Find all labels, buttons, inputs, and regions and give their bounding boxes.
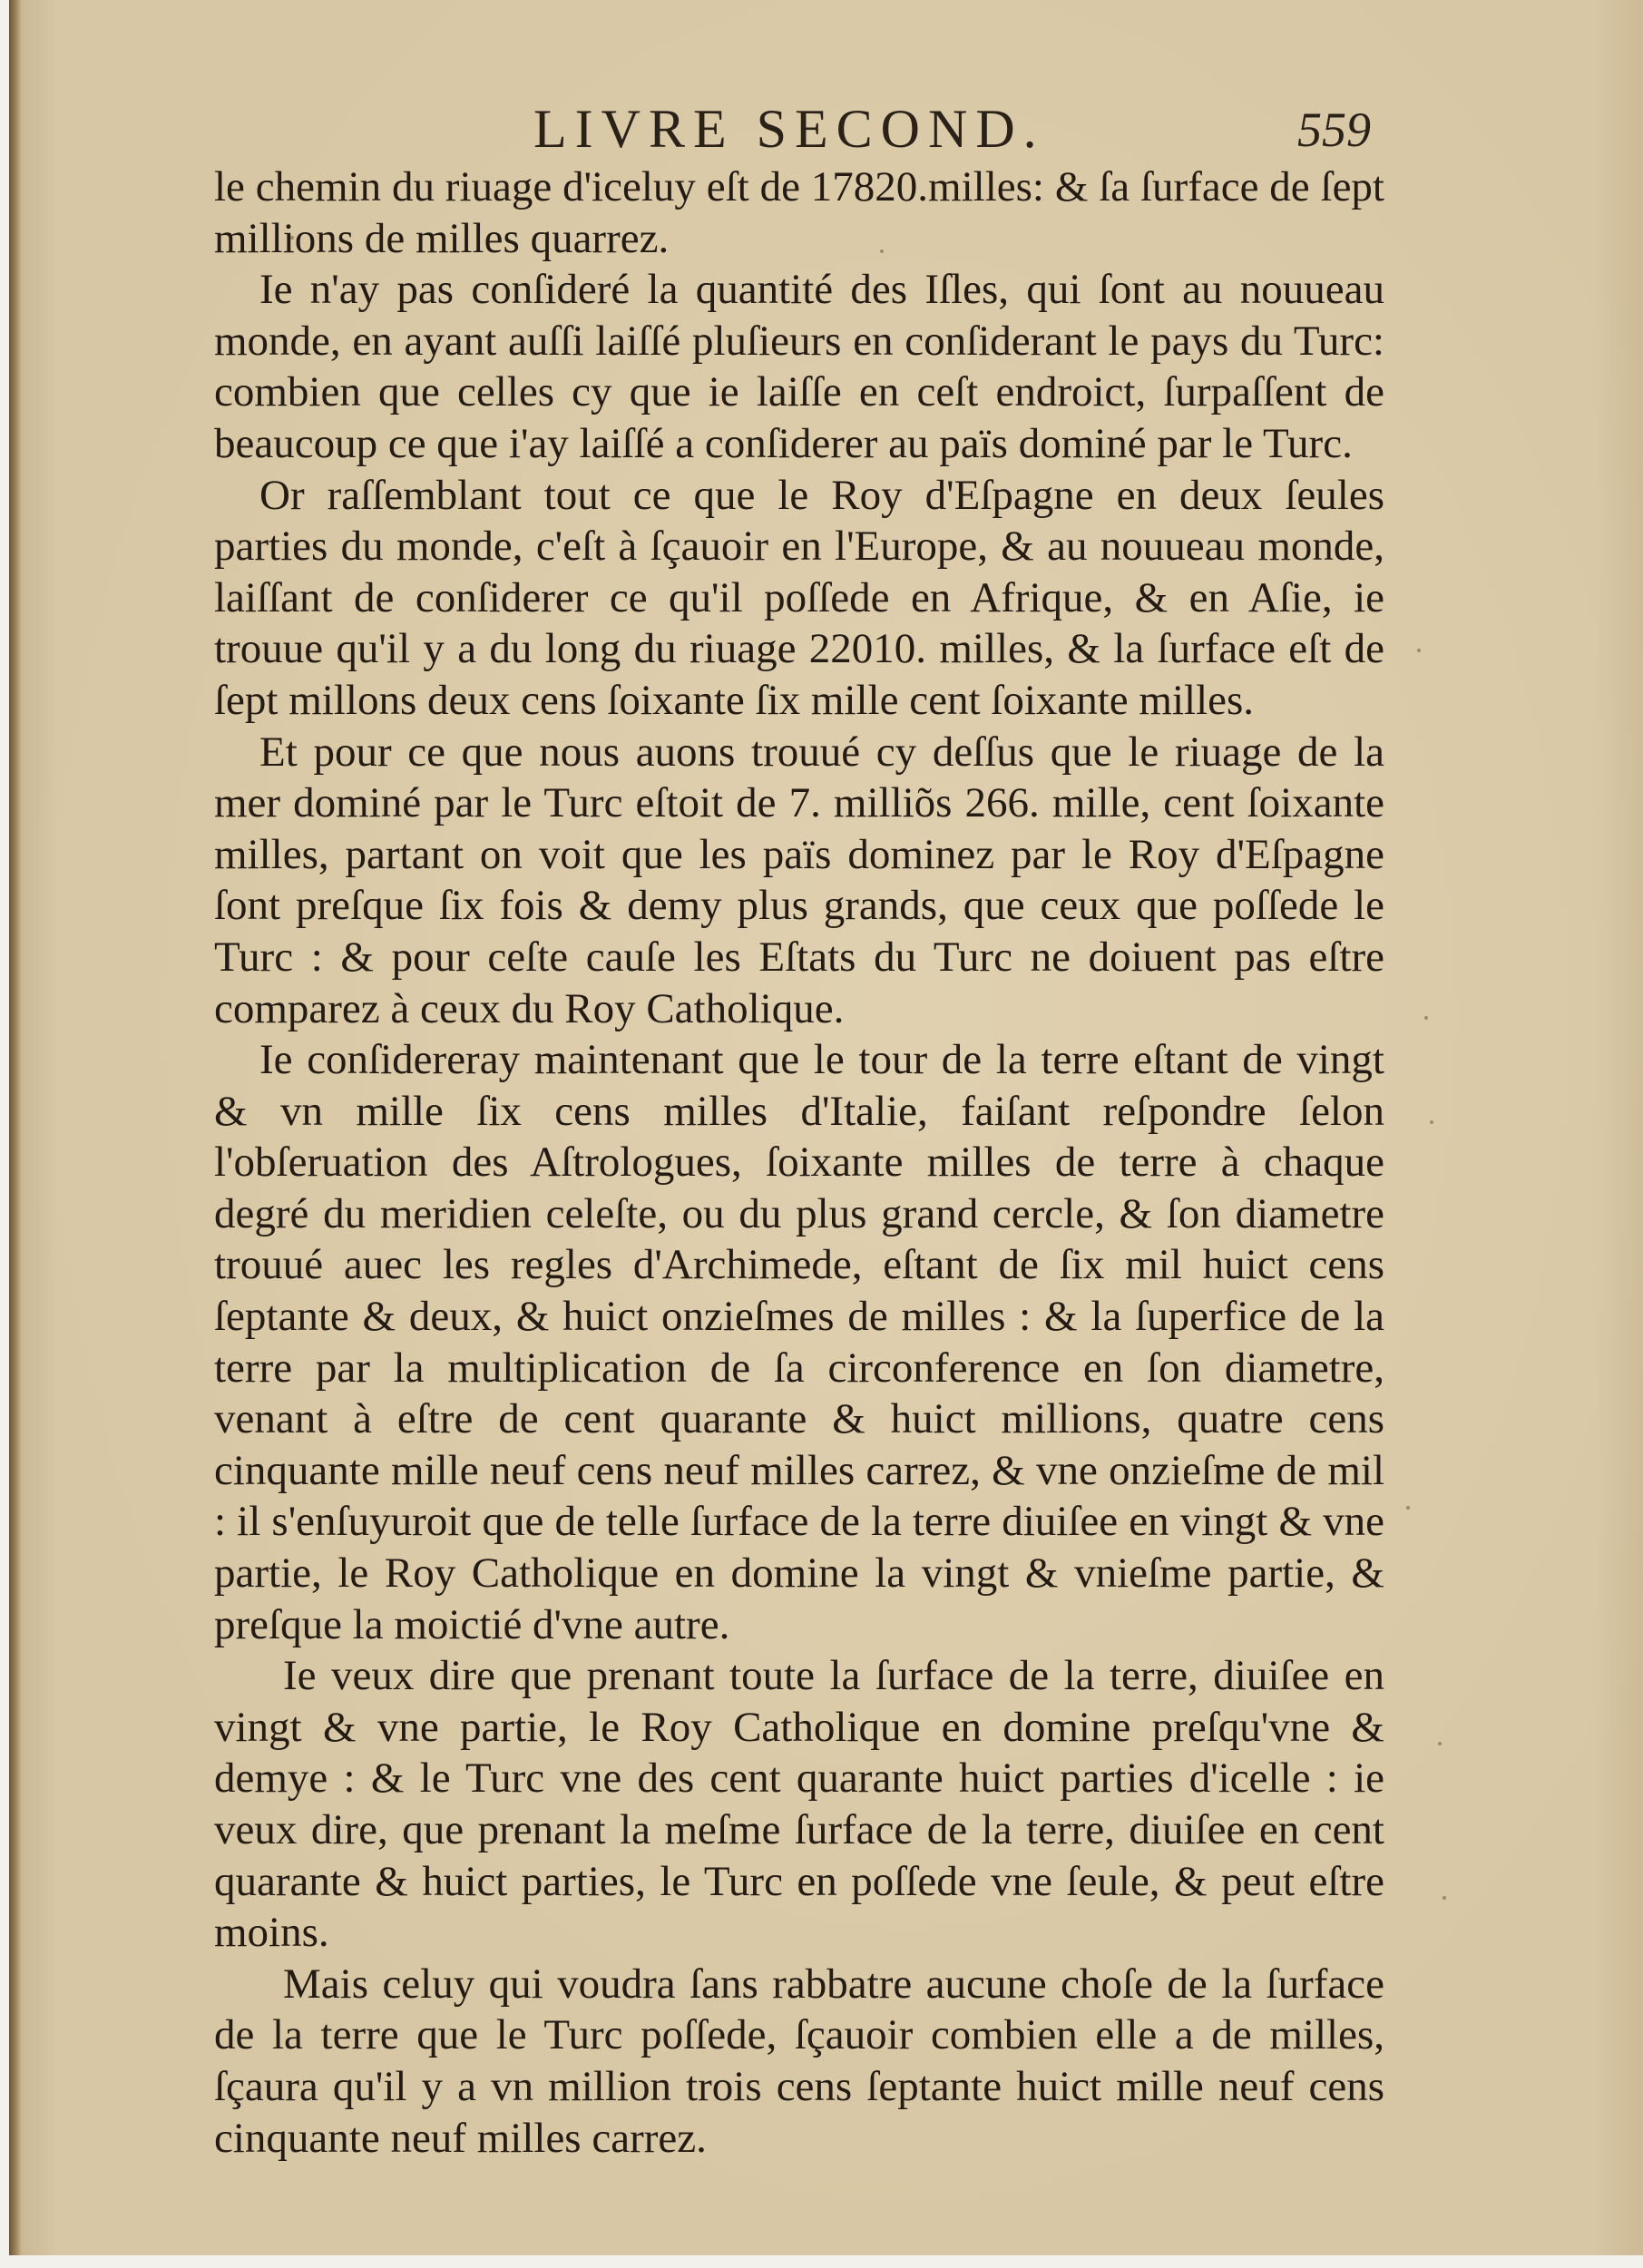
- binding-gutter: [9, 0, 22, 2255]
- paragraph: Mais celuy qui voudra ſans rabbatre aucune choſe de la ſurface de la terre que le Turc poſſede, ſçauoir combien elle a de milles, ſçaura qu'il y a vn million trois cens ſeptante huict mille neuf cens cinquante neuf milles carrez.: [214, 1960, 1384, 2162]
- book-page: [9, 0, 1643, 2255]
- paragraph: Or raſſemblant tout ce que le Roy d'Eſpagne en deux ſeules parties du monde, c'eſt à ſçauoir en l'Europe, & au nouueau monde, laiſſant de conſiderer ce qu'il poſſede en Afrique, & en Aſie, ie trouue qu'il y a du long du riuage 22010. milles, & la ſurface eſt de ſept millons deux cens ſoixante ſix mille cent ſoixante milles.: [214, 471, 1384, 724]
- paragraph: Ie conſidereray maintenant que le tour de la terre eſtant de vingt & vn mille ſix cens milles d'Italie, faiſant reſpondre ſelon l'obſeruation des Aſtrologues, ſoixante milles de terre à chaque degré du meridien celeſte, ou du plus grand cercle, & ſon diametre trouué auec les regles d'Archimede, eſtant de ſix mil huict cens ſeptante & deux, & huict onzieſmes de milles : & la ſuperfice de la terre par la multiplication de ſa circonference en ſon diametre, venant à eſtre de cent quarante & huict millions, quatre cens cinquante mille neuf cens neuf milles carrez, & vne onzieſme de mil : il s'enſuyuroit que de telle ſurface de la terre diuiſee en vingt & vne partie, le Roy Catholique en domine la vingt & vnieſme partie, & preſque la moictié d'vne autre.: [214, 1036, 1384, 1648]
- body-text: [214, 161, 1384, 2164]
- paragraph: Ie veux dire que prenant toute la ſurface de la terre, diuiſee en vingt & vne partie, le Roy Catholique en domine preſqu'vne & demye : & le Turc vne des cent quarante huict parties d'icelle : ie veux dire, que prenant la meſme ſurface de la terre, diuiſee en cent quarante & huict parties, le Turc en poſſede vne ſeule, & peut eſtre moins.: [214, 1652, 1384, 1957]
- paragraph: Et pour ce que nous auons trouué cy deſſus que le riuage de la mer dominé par le Turc eſtoit de 7. milliõs 266. mille, cent ſoixante milles, partant on voit que les païs dominez par le Roy d'Eſpagne ſont preſque ſix fois & demy plus grands, que ceux que poſſede le Turc : & pour ceſte cauſe les Eſtats du Turc ne doiuent pas eſtre comparez à ceux du Roy Catholique.: [214, 728, 1384, 1032]
- paragraph: le chemin du riuage d'iceluy eſt de 17820.milles: & ſa ſurface de ſept millions de milles quarrez.: [214, 163, 1384, 262]
- running-title: LIVRE SECOND.: [533, 99, 1045, 159]
- page-number: 559: [1297, 103, 1371, 157]
- page-header: [9, 98, 1643, 171]
- paragraph: Ie n'ay pas conſideré la quantité des Iſles, qui ſont au nouueau monde, en ayant auſſi laiſſé pluſieurs en conſiderant le pays du Turc: combien que celles cy que ie laiſſe en ceſt endroict, ſurpaſſent de beaucoup ce que i'ay laiſſé a conſiderer au païs dominé par le Turc.: [214, 266, 1384, 467]
